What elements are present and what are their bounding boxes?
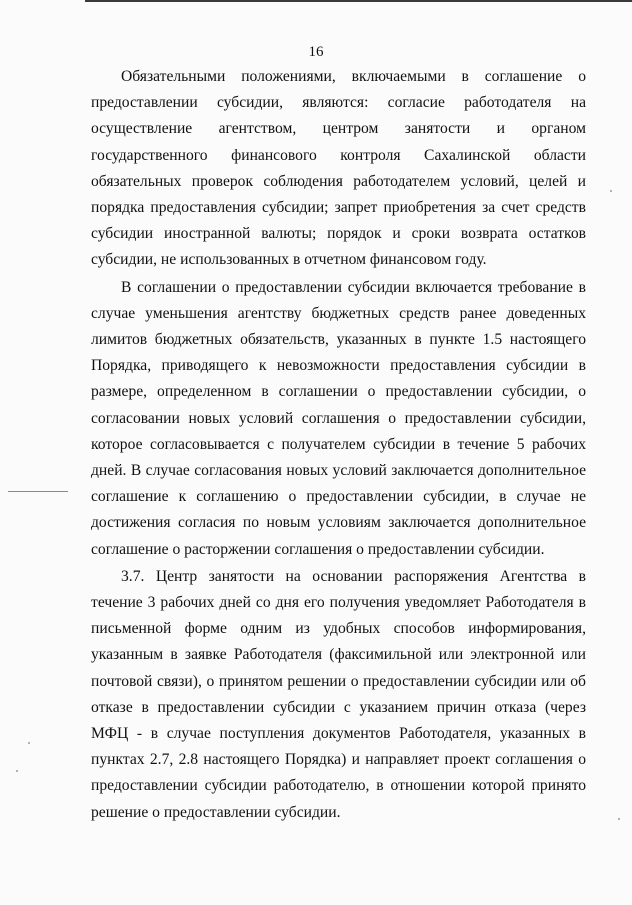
scan-speck xyxy=(610,190,612,192)
page-number: 16 xyxy=(308,44,324,60)
document-body xyxy=(91,64,586,826)
scan-speck xyxy=(28,742,30,744)
paragraph-mandatory-provisions: Обязательными положениями, включаемыми в соглашение о предоставлении субсидии, являются: согласие работодателя на осуществление агентством, центром занятости и органом государственного финансового контроля Сахалинской области обязательных проверок соблюдения работодателем условий, целей и порядка предоставления субсидии; запрет приобретения за счет средств субсидии иностранной валюты; порядок и сроки возврата остатков субсидии, не использованных в отчетном финансовом году. xyxy=(91,68,586,269)
margin-mark xyxy=(8,491,68,492)
scan-speck xyxy=(618,818,620,820)
paragraph-agreement-requirement: В соглашении о предоставлении субсидии включается требование в случае уменьшения агентству бюджетных средств ранее доведенных лимитов бюджетных обязательств, указанных в пункте 1.5 настоящего Порядка, приводящего к невозможности предоставления субсидии в размере, определенном в соглашении о предоставлении субсидии, о согласовании новых условий соглашения о предоставлении субсидии, которое согласовывается с получателем субсидии в течение 5 рабочих дней. В случае согласования новых условий заключается дополнительное соглашение к соглашению о предоставлении субсидии, в случае не достижения согласия по новым условиям заключается дополнительное соглашение о расторжении соглашения о предоставлении субсидии. xyxy=(91,278,586,558)
paragraph-3-7: 3.7. Центр занятости на основании распоряжения Агентства в течение 3 рабочих дней со дня его получения уведомляет Работодателя в письменной форме одним из удобных способов информирования, указанным в заявке Работодателя (факсимильной или электронной или почтовой связи), о принятом решении о предоставлении субсидии или об отказе в предоставлении субсидии с указанием причин отказа (через МФЦ - в случае поступления документов Работодателя, указанных в пунктах 2.7, 2.8 настоящего Порядка) и направляет проект соглашения о предоставлении субсидии работодателю, в отношении которой принято решение о предоставлении субсидии. xyxy=(91,567,586,821)
top-border-line xyxy=(85,0,632,2)
scan-speck xyxy=(16,770,18,772)
